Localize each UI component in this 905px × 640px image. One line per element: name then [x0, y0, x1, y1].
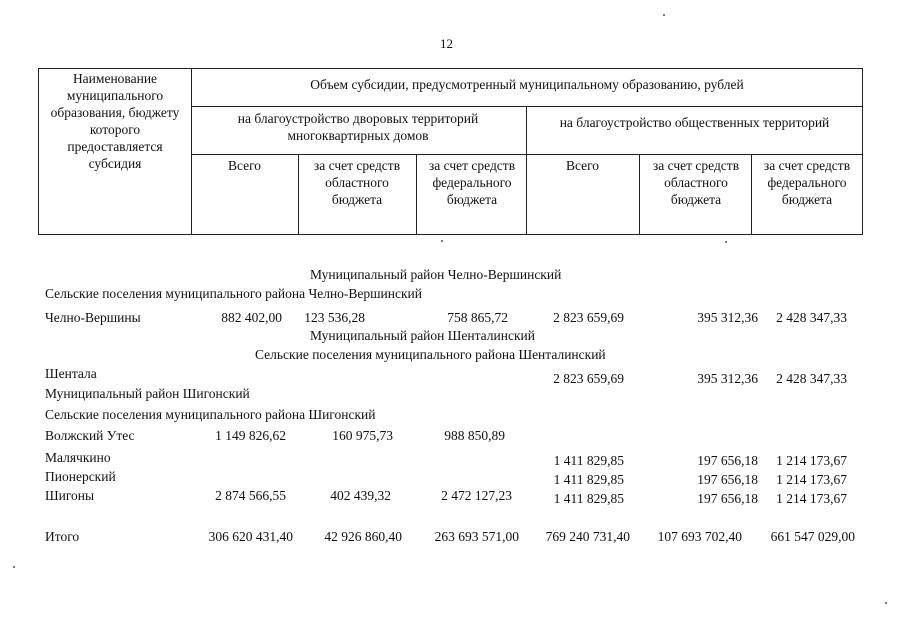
public-total-value: 1 411 829,85: [553, 453, 624, 468]
public-regional-value: 197 656,18: [697, 453, 758, 468]
scan-speck: [441, 240, 443, 242]
section-shent-rural: Сельские поселения муниципального района Шенталинский: [255, 347, 606, 362]
yards-federal-value: 758 865,72: [447, 310, 508, 325]
yards-regional-value: 160 975,73: [332, 428, 393, 443]
section-shig-rural: Сельские поселения муниципального района Шигонский: [45, 407, 376, 422]
header-yards-regional: за счет средств областного бюджета: [313, 158, 401, 207]
row-name: Шигоны: [45, 488, 95, 503]
public-regional-value: 395 312,36: [697, 371, 758, 386]
public-total-value: 1 411 829,85: [553, 472, 624, 487]
table-header: [38, 68, 863, 235]
public-total-value: 2 823 659,69: [553, 310, 624, 325]
yards-federal-value: 2 472 127,23: [441, 488, 512, 503]
section-shig-district: Муниципальный район Шигонский: [45, 386, 250, 401]
row-name: Волжский Утес: [45, 428, 135, 443]
public-federal-value: 1 214 173,67: [776, 453, 847, 468]
row-name: Пионерский: [45, 469, 116, 484]
public-federal-value: 1 214 173,67: [776, 472, 847, 487]
section-shent-district: Муниципальный район Шенталинский: [310, 328, 535, 343]
public-total-value: 1 411 829,85: [553, 491, 624, 506]
header-group-yards: на благоустройство дворовых территорий многоквартирных домов: [237, 111, 479, 143]
yards-total-value: 306 620 431,40: [208, 529, 293, 544]
public-federal-value: 1 214 173,67: [776, 491, 847, 506]
page-number: 12: [440, 36, 453, 51]
yards-regional-value: 123 536,28: [304, 310, 365, 325]
header-yards-federal: за счет средств федерального бюджета: [428, 158, 516, 207]
scan-speck: [663, 14, 665, 16]
row-name: Малячкино: [45, 450, 111, 465]
yards-federal-value: 988 850,89: [444, 428, 505, 443]
yards-federal-value: 263 693 571,00: [434, 529, 519, 544]
row-name: Шентала: [45, 366, 97, 381]
yards-total-value: 2 874 566,55: [215, 488, 286, 503]
scan-speck: [885, 602, 887, 604]
public-total-value: 769 240 731,40: [545, 529, 630, 544]
public-regional-value: 197 656,18: [697, 472, 758, 487]
yards-regional-value: 402 439,32: [330, 488, 391, 503]
public-federal-value: 661 547 029,00: [770, 529, 855, 544]
header-public-regional: за счет средств областного бюджета: [652, 158, 740, 207]
row-name: Итого: [45, 529, 80, 544]
header-name-column: Наименование муниципального образования, бюджету которого предоставляется субсидия: [50, 71, 180, 171]
yards-total-value: 1 149 826,62: [215, 428, 286, 443]
public-federal-value: 2 428 347,33: [776, 310, 847, 325]
public-regional-value: 197 656,18: [697, 491, 758, 506]
public-regional-value: 395 312,36: [697, 310, 758, 325]
header-volume-title: Объем субсидии, предусмотренный муниципальному образованию, рублей: [310, 77, 744, 92]
header-public-total: Всего: [565, 158, 600, 173]
header-group-public: на благоустройство общественных территорий: [559, 115, 830, 130]
scan-speck: [13, 566, 15, 568]
section-chelno-rural: Сельские поселения муниципального района Челно-Вершинский: [45, 286, 423, 301]
yards-regional-value: 42 926 860,40: [324, 529, 402, 544]
section-chelno-district: Муниципальный район Челно-Вершинский: [310, 267, 562, 282]
public-total-value: 2 823 659,69: [553, 371, 624, 386]
row-name: Челно-Вершины: [45, 310, 141, 325]
public-regional-value: 107 693 702,40: [657, 529, 742, 544]
header-yards-total: Всего: [227, 158, 262, 173]
yards-total-value: 882 402,00: [221, 310, 282, 325]
header-public-federal: за счет средств федерального бюджета: [763, 158, 851, 207]
public-federal-value: 2 428 347,33: [776, 371, 847, 386]
scan-speck: [725, 241, 727, 243]
